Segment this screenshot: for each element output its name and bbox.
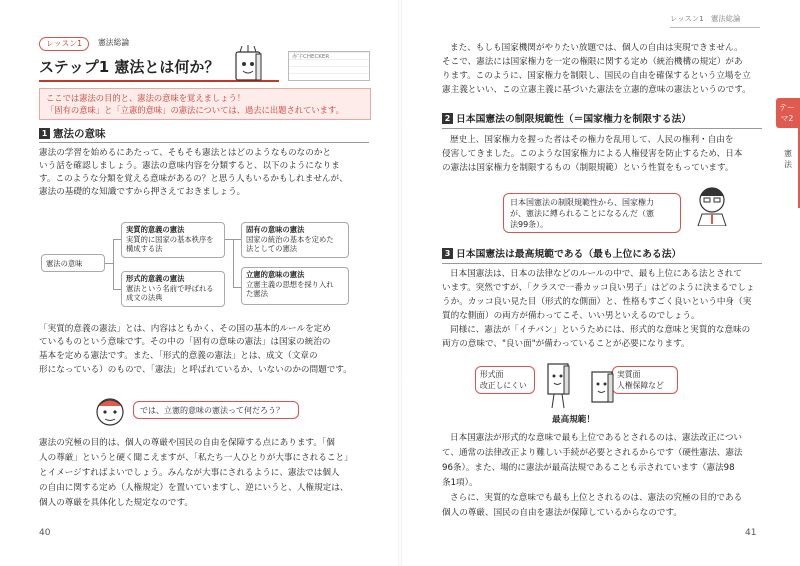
section-rule — [442, 128, 762, 129]
diagram-box-title: 実質的意義の憲法 — [126, 225, 185, 234]
paragraph-line: うか。カッコ良い見た目（形式的な側面）と、性格もすごく良いという中身（実 — [442, 297, 752, 307]
bubble-line: 形式面 — [480, 370, 504, 379]
bubble-line: 人権保障など — [617, 381, 664, 390]
section-rule — [442, 263, 762, 264]
book-mascot-icon — [232, 44, 266, 84]
lesson-tag: レッスン1 — [39, 37, 89, 51]
section-heading-text: 日本国憲法の制限規範性（＝国家権力を制限する法） — [456, 114, 692, 125]
left-book-character-icon — [544, 358, 576, 412]
paragraph-line: 「実質的意義の憲法」とは、内容はともかく、その国の基本的ルールを定め — [39, 324, 331, 334]
paragraph-line: て、通常の法律改正より難しい手続が必要とされるからです（硬性憲法、憲法 — [442, 448, 743, 458]
paragraph-line: 憲法の学習を始めるにあたって、そもそも憲法とはどのようなものなのかと — [39, 148, 332, 158]
substantive-aspect-bubble — [612, 366, 678, 394]
paragraph-line: 条1項）。 — [442, 478, 478, 488]
bubble-line: 改正しにくい — [480, 381, 527, 390]
paragraph-line: 憲主義といい、この立憲主義に基づいた憲法を立憲的意味の憲法というのです。 — [442, 85, 751, 95]
paragraph-line: 基本を定める憲法です。また、「形式的意義の憲法」とは、成文（文章の — [39, 351, 318, 361]
diagram-connector — [113, 239, 114, 289]
section-number: 3 — [442, 248, 453, 259]
diagram-connector — [233, 239, 234, 287]
paragraph-line: ているものという意味です。その中の「固有の意味の憲法」は国家の統治の — [39, 337, 331, 347]
diagram-box-desc: 法としての憲法 — [246, 244, 298, 253]
paragraph-line: そこで、憲法には国家権力を一定の権限に関する定め（統治機構の規定）があ — [442, 57, 743, 67]
paragraph-line: とイメージすればよいでしょう。みんなが大事にされるように、憲法では個人 — [39, 468, 340, 478]
formal-aspect-bubble — [475, 366, 535, 394]
diagram-box-desc: 国家の統治の基本を定めた — [246, 234, 334, 244]
bubble-line: 日本国憲法の制限規範性から、国家権力 — [510, 198, 654, 207]
section-rule — [39, 142, 369, 143]
diagram-box-desc: 構成する法 — [126, 244, 163, 253]
section-number: 1 — [39, 128, 50, 139]
step-title: ステップ1 憲法とは何か？ — [39, 58, 220, 76]
question-bubble: では、立憲的意味の憲法って何だろう？ — [133, 401, 299, 419]
paragraph-line: 質的な側面）の両方が備わってこそ、いい男といえるのでしょう。 — [442, 311, 700, 321]
boy-character-icon — [90, 392, 130, 430]
paragraph-line: 両方の意味で、"良い面"が備わっていることが必要になります。 — [442, 339, 690, 349]
intro-box — [39, 88, 371, 120]
page-number: 40 — [39, 528, 51, 538]
diagram-root: 憲法の意味 — [41, 254, 105, 272]
paragraph-line: の自由に関する定め（人権規定）を置いていますし、逆にいうと、人権規定は、 — [39, 483, 349, 493]
section-heading — [39, 127, 106, 141]
bubble-line: が、憲法に縛られることになるんだ（憲 — [510, 209, 654, 218]
paragraph-line: 日本国憲法は、日本の法律などのルールの中で、最も上位にある法とされて — [450, 269, 742, 279]
paragraph-line: 形になっている）のもので、「憲法」と呼ばれているか、いないのかの問題です。 — [39, 365, 352, 375]
paragraph-line: 日本国憲法が形式的な意味で最も上位であるとされるのは、憲法改正につい — [450, 433, 743, 443]
lesson-name: 憲法総論 — [98, 38, 130, 47]
right-page — [400, 0, 800, 566]
paragraph-line: ります。このように、国家権力を制限し、国民の自由を確保するという立場を立 — [442, 71, 751, 81]
bubble-line: 法99条）。 — [510, 220, 549, 229]
diagram-box-title: 立憲的意味の憲法 — [246, 270, 305, 279]
paragraph-line: また、もしも国家機関がやりたい放題では、個人の自由は実現できません。 — [450, 43, 743, 53]
intro-line: 「固有の意味」と「立憲的意味」の憲法については、過去に出題されています。 — [46, 105, 344, 115]
section-heading-text: 憲法の意味 — [53, 128, 106, 140]
diagram-inherent — [241, 222, 349, 258]
paragraph-line: 人の尊厳」というと硬く聞こえますが、「私たち一人ひとりが大事にされること」 — [39, 453, 353, 463]
teacher-character-icon — [692, 182, 732, 226]
page-number: 41 — [745, 528, 757, 538]
paragraph-line: 個人の尊厳、国民の自由を憲法が保障しているからなのです。 — [442, 508, 682, 518]
paragraph-line: 個人の尊厳を具体化した規定なのです。 — [39, 498, 194, 508]
diagram-box-desc: 立憲主義の思想を採り入れ — [246, 279, 334, 289]
illustration-caption: 最高規範！ — [552, 415, 595, 425]
diagram-connector — [105, 263, 113, 264]
bubble-line: 実質面 — [617, 370, 641, 379]
diagram-box-desc: 憲法という名前で呼ばれる — [126, 283, 214, 293]
diagram-formal — [121, 271, 225, 307]
diagram-box-desc: 実質的に国家の基本秩序を — [126, 234, 214, 244]
diagram-substantive — [121, 222, 225, 258]
theme-tab: テーマ2 — [776, 98, 798, 128]
diagram-connector — [233, 287, 241, 288]
section-heading — [442, 113, 691, 127]
paragraph-line: 歴史上、国家権力を握った者はその権力を乱用して、人民の権利・自由を — [450, 135, 734, 145]
paragraph-line: います。突然ですが、「クラスで一番カッコ良い男子」はどのように決まるでしょ — [442, 283, 755, 293]
section-heading — [442, 248, 681, 262]
right-book-character-icon — [586, 368, 618, 414]
paragraph-line: 侵害してきました。このような国家権力による人権侵害を防止するため、日本 — [442, 149, 743, 159]
diagram-connector — [113, 289, 121, 290]
paragraph-line: す。このような分類を覚える意味があるの？と思う人もいるかもしれませんが、 — [39, 174, 348, 184]
paragraph-line: いう話を確認しましょう。憲法の意味内容を分類すると、以下のようになりま — [39, 161, 340, 171]
paragraph-line: の憲法は国家権力を制限するもの（制限規範）という性質をもっています。 — [442, 163, 734, 173]
paragraph-line: さらに、実質的な意味でも最も上位とされるのは、憲法の究極の目的である — [450, 493, 743, 503]
intro-line: ここでは憲法の目的と、憲法の意味を覚えましょう！ — [46, 93, 246, 103]
paragraph-line: 96条）。また、場的に憲法が最高法規であることも示されています（憲法98 — [442, 463, 735, 473]
diagram-box-desc: 成文の法典 — [126, 293, 163, 302]
section-number: 2 — [442, 113, 453, 124]
diagram-connector — [225, 239, 233, 240]
section-heading-text: 日本国憲法は最高規範である（最も上位にある法） — [456, 249, 682, 260]
diagram-connector — [113, 239, 121, 240]
paragraph-line: 憲法の基礎的な知識ですから押さえておきましょう。 — [39, 187, 246, 197]
diagram-box-title: 形式的意義の憲法 — [126, 274, 185, 283]
diagram-constitutional — [241, 267, 349, 305]
paragraph-line: 同様に、憲法が「イチバン」というためには、形式的な意味と実質的な意味の — [450, 325, 751, 335]
diagram-box-title: 固有の意味の憲法 — [246, 225, 305, 234]
diagram-box-desc: た憲法 — [246, 289, 268, 298]
red-checker-label: 赤字CHECKER — [292, 54, 330, 60]
theme-subtitle: 憲法 — [784, 149, 792, 169]
paragraph-line: 憲法の究極の目的は、個人の尊厳や国民の自由を保障する点にあります。「個 — [39, 438, 335, 448]
running-header-rule — [670, 27, 760, 28]
running-header: レッスン1 憲法総論 — [670, 14, 741, 23]
diagram-connector — [233, 239, 241, 240]
explanation-bubble — [503, 193, 681, 233]
